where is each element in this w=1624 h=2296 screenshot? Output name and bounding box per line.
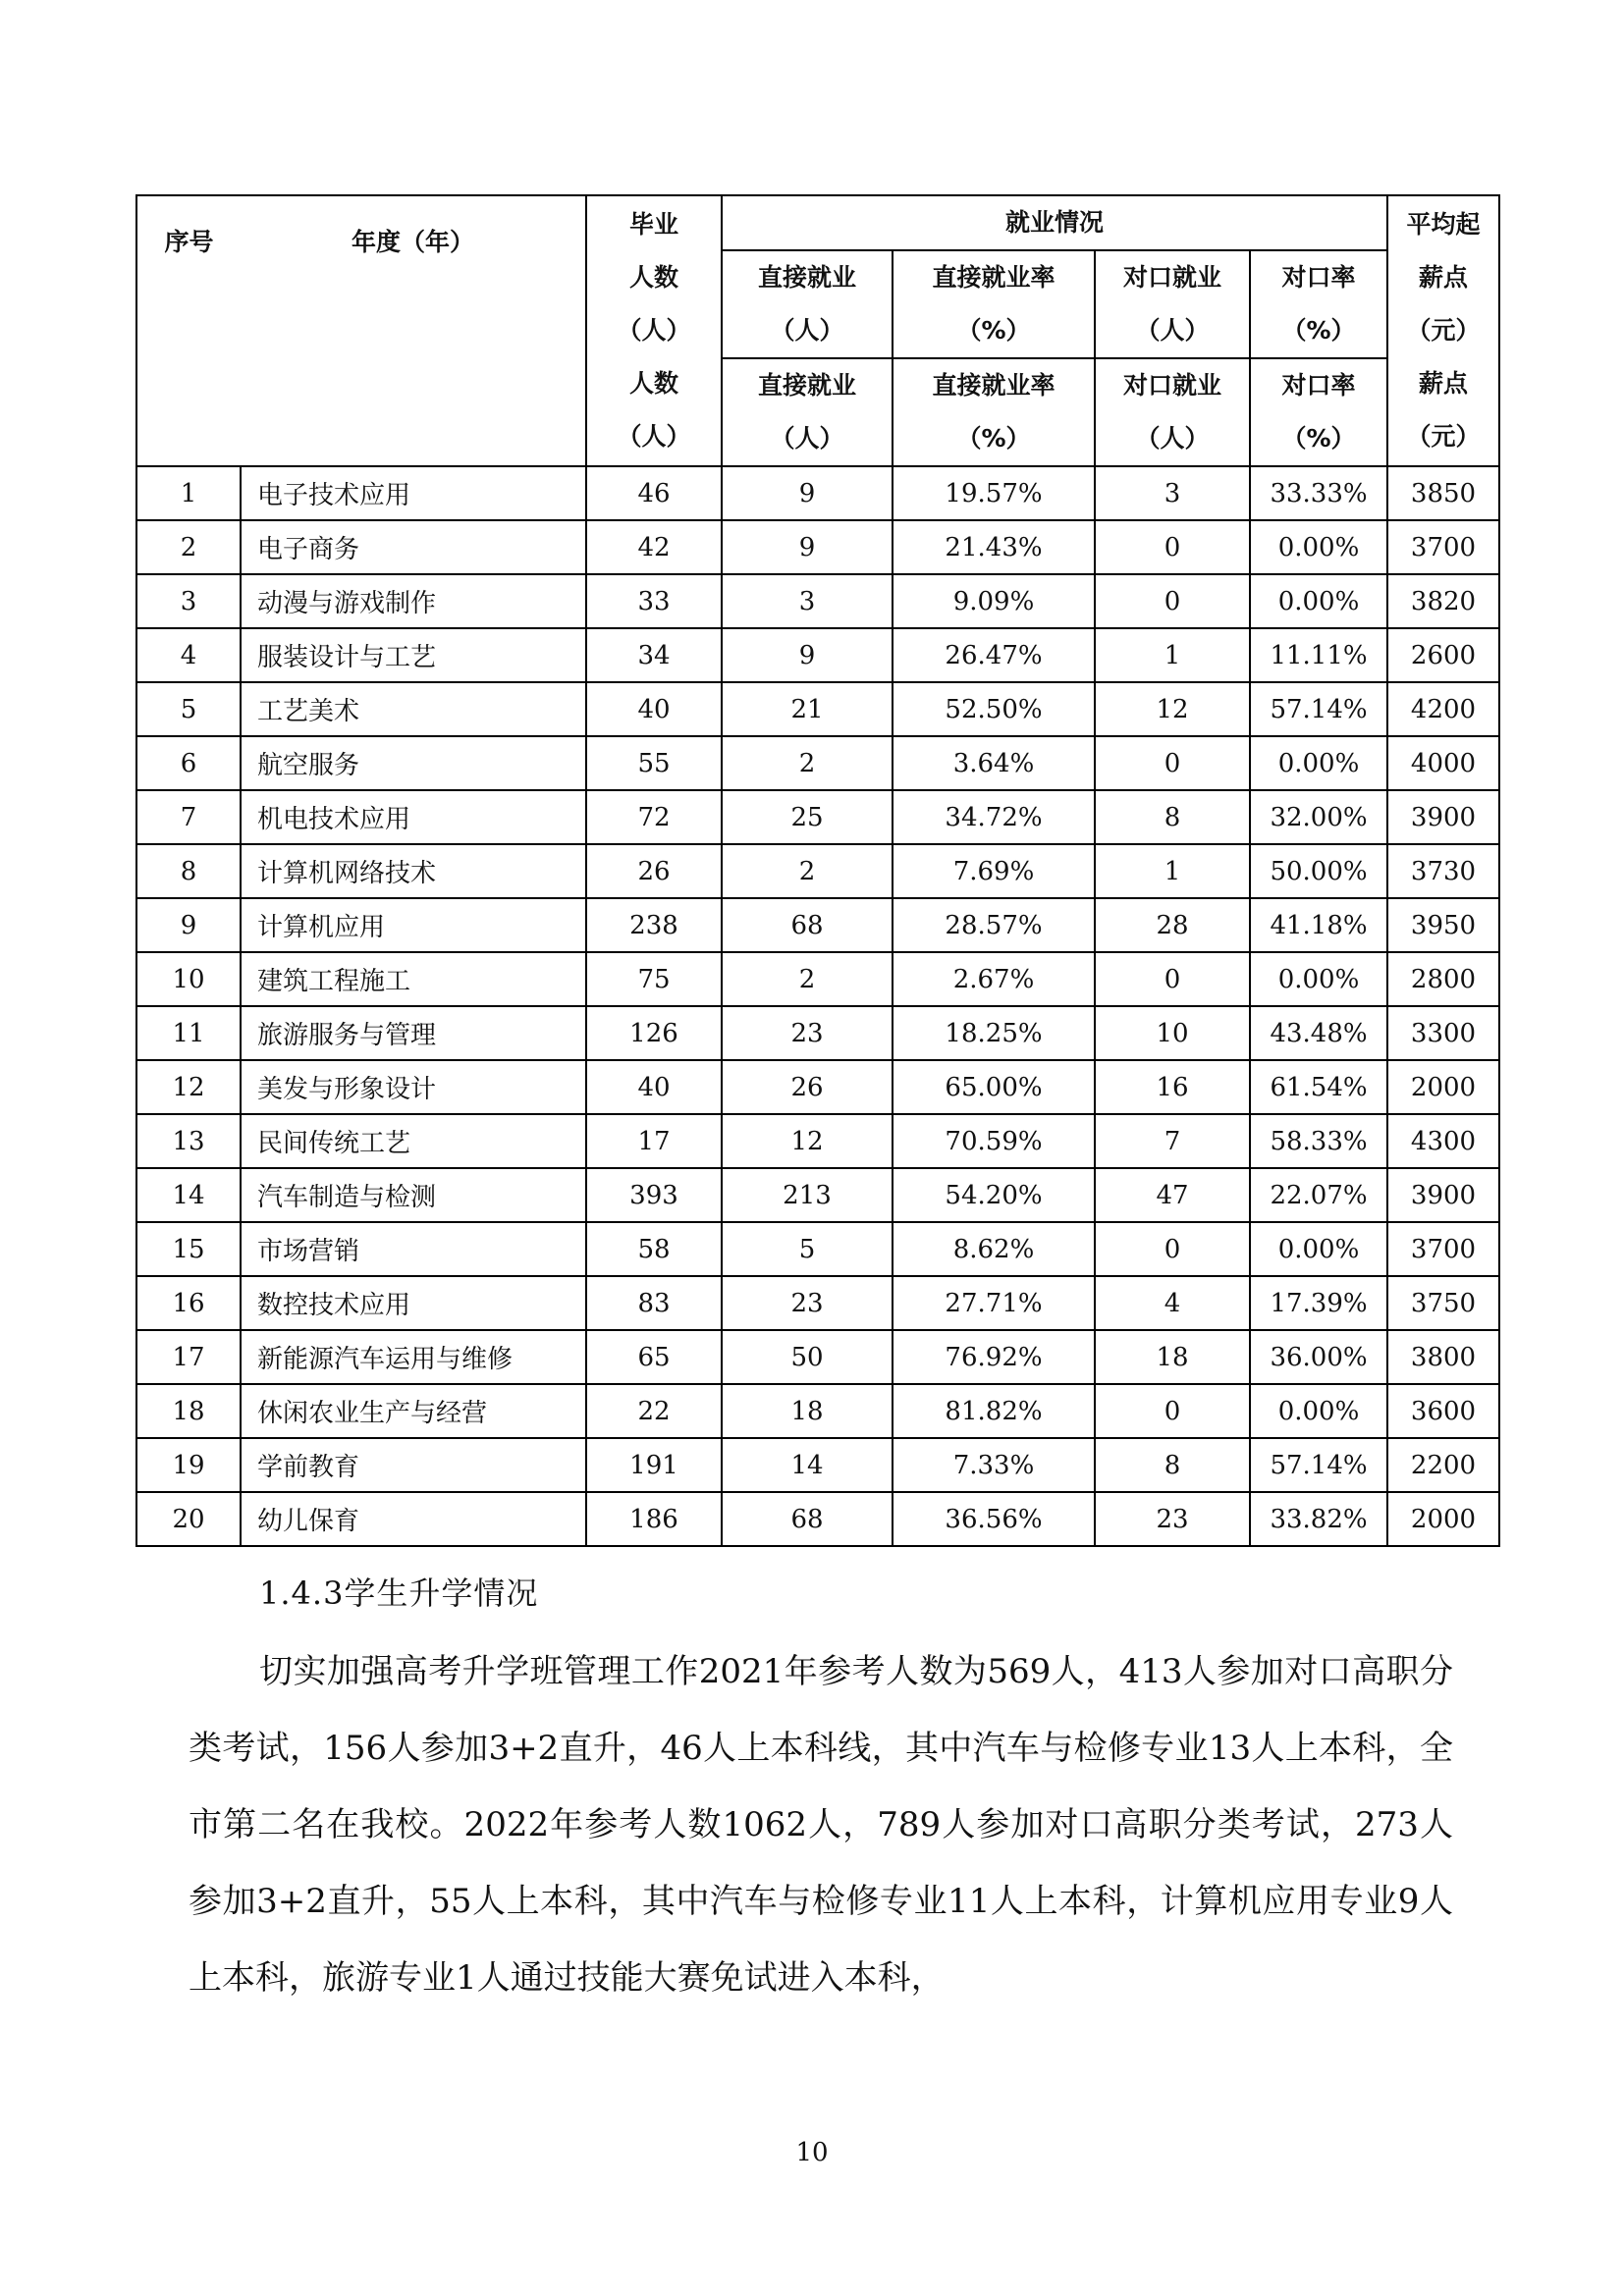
header-match-rate-line2: （%） — [1281, 316, 1356, 345]
header-direct-emp-line2: （人） — [770, 316, 844, 345]
table-row — [136, 1330, 1499, 1384]
cell-salary: 3900 — [1387, 1168, 1499, 1222]
cell-direct-emp: 9 — [722, 628, 893, 682]
cell-direct-emp: 68 — [722, 1492, 893, 1546]
header-match-emp — [1095, 250, 1250, 358]
header-direct-rate — [893, 250, 1095, 358]
cell-salary: 2200 — [1387, 1438, 1499, 1492]
cell-seq: 3 — [136, 574, 241, 628]
cell-direct-emp: 25 — [722, 790, 893, 844]
table-row — [136, 952, 1499, 1006]
header-year-lower — [241, 358, 586, 466]
cell-graduates: 22 — [586, 1384, 722, 1438]
cell-match-emp: 0 — [1095, 1222, 1250, 1276]
cell-seq: 7 — [136, 790, 241, 844]
cell-match-rate: 36.00% — [1250, 1330, 1387, 1384]
cell-match-rate: 33.82% — [1250, 1492, 1387, 1546]
header-salary-line2: 薪点 — [1419, 263, 1469, 292]
cell-direct-emp: 213 — [722, 1168, 893, 1222]
cell-graduates: 42 — [586, 520, 722, 574]
cell-graduates: 191 — [586, 1438, 722, 1492]
cell-major: 航空服务 — [241, 736, 586, 790]
cell-match-emp: 0 — [1095, 574, 1250, 628]
cell-major: 电子商务 — [241, 520, 586, 574]
header-direct-emp-line1: 直接就业 — [757, 263, 856, 292]
cell-direct-emp: 2 — [722, 952, 893, 1006]
cell-match-rate: 58.33% — [1250, 1114, 1387, 1168]
cell-major: 机电技术应用 — [241, 790, 586, 844]
table-row — [136, 1384, 1499, 1438]
header-match-emp-line2: （人） — [1135, 316, 1210, 345]
cell-match-emp: 0 — [1095, 520, 1250, 574]
cell-seq: 17 — [136, 1330, 241, 1384]
table-row — [136, 844, 1499, 898]
cell-major: 计算机网络技术 — [241, 844, 586, 898]
table-row — [136, 1168, 1499, 1222]
header-seq-text: 序号 — [164, 228, 214, 256]
header-salary-line1: 平均起 — [1406, 210, 1481, 239]
table-row — [136, 736, 1499, 790]
cell-graduates: 26 — [586, 844, 722, 898]
header-salary — [1387, 195, 1499, 466]
cell-direct-rate: 70.59% — [893, 1114, 1095, 1168]
cell-seq: 9 — [136, 898, 241, 952]
cell-match-emp: 3 — [1095, 466, 1250, 520]
cell-major: 旅游服务与管理 — [241, 1006, 586, 1060]
cell-graduates: 55 — [586, 736, 722, 790]
header-match-emp-2-line1: 对口就业 — [1122, 371, 1221, 400]
cell-direct-rate: 76.92% — [893, 1330, 1095, 1384]
header-graduates — [586, 195, 722, 466]
cell-direct-rate: 27.71% — [893, 1276, 1095, 1330]
header-graduates-line2: 人数 — [628, 263, 678, 292]
cell-match-rate: 33.33% — [1250, 466, 1387, 520]
cell-salary: 2000 — [1387, 1492, 1499, 1546]
employment-table — [135, 194, 1500, 1547]
cell-major: 电子技术应用 — [241, 466, 586, 520]
cell-match-rate: 41.18% — [1250, 898, 1387, 952]
cell-direct-emp: 2 — [722, 736, 893, 790]
cell-direct-emp: 12 — [722, 1114, 893, 1168]
header-direct-rate-2 — [893, 358, 1095, 466]
table-row — [136, 466, 1499, 520]
cell-salary: 3900 — [1387, 790, 1499, 844]
cell-direct-rate: 26.47% — [893, 628, 1095, 682]
cell-direct-rate: 8.62% — [893, 1222, 1095, 1276]
cell-salary: 4300 — [1387, 1114, 1499, 1168]
cell-graduates: 34 — [586, 628, 722, 682]
cell-match-rate: 0.00% — [1250, 1384, 1387, 1438]
cell-graduates: 65 — [586, 1330, 722, 1384]
table-body — [136, 466, 1499, 1546]
cell-match-rate: 0.00% — [1250, 1222, 1387, 1276]
cell-match-emp: 10 — [1095, 1006, 1250, 1060]
cell-direct-rate: 7.33% — [893, 1438, 1095, 1492]
cell-salary: 2600 — [1387, 628, 1499, 682]
cell-direct-emp: 50 — [722, 1330, 893, 1384]
header-seq — [136, 195, 241, 358]
cell-graduates: 58 — [586, 1222, 722, 1276]
cell-seq: 6 — [136, 736, 241, 790]
header-direct-rate-line1: 直接就业率 — [932, 263, 1056, 292]
header-graduates-line3: （人） — [617, 316, 691, 345]
cell-salary: 3300 — [1387, 1006, 1499, 1060]
table-row — [136, 682, 1499, 736]
table-row — [136, 1006, 1499, 1060]
cell-major: 幼儿保育 — [241, 1492, 586, 1546]
cell-match-emp: 8 — [1095, 1438, 1250, 1492]
cell-direct-rate: 65.00% — [893, 1060, 1095, 1114]
cell-graduates: 83 — [586, 1276, 722, 1330]
cell-major: 汽车制造与检测 — [241, 1168, 586, 1222]
cell-direct-rate: 3.64% — [893, 736, 1095, 790]
cell-match-emp: 1 — [1095, 844, 1250, 898]
cell-direct-rate: 54.20% — [893, 1168, 1095, 1222]
table-row — [136, 1438, 1499, 1492]
header-direct-emp-2-line2: （人） — [770, 424, 844, 453]
cell-seq: 10 — [136, 952, 241, 1006]
table-row — [136, 574, 1499, 628]
cell-direct-emp: 3 — [722, 574, 893, 628]
section-title: 1.4.3学生升学情况 — [259, 1575, 539, 1612]
cell-graduates: 393 — [586, 1168, 722, 1222]
table-row — [136, 898, 1499, 952]
cell-match-rate: 0.00% — [1250, 520, 1387, 574]
cell-match-rate: 11.11% — [1250, 628, 1387, 682]
cell-match-emp: 47 — [1095, 1168, 1250, 1222]
cell-direct-rate: 36.56% — [893, 1492, 1095, 1546]
header-direct-emp-2-line1: 直接就业 — [757, 371, 856, 400]
cell-direct-emp: 68 — [722, 898, 893, 952]
header-salary-line4: 薪点 — [1419, 369, 1469, 398]
cell-match-emp: 7 — [1095, 1114, 1250, 1168]
cell-direct-emp: 21 — [722, 682, 893, 736]
header-year — [241, 195, 586, 358]
cell-direct-rate: 7.69% — [893, 844, 1095, 898]
cell-direct-rate: 9.09% — [893, 574, 1095, 628]
cell-match-rate: 57.14% — [1250, 682, 1387, 736]
cell-salary: 3850 — [1387, 466, 1499, 520]
cell-direct-rate: 81.82% — [893, 1384, 1095, 1438]
cell-major: 学前教育 — [241, 1438, 586, 1492]
cell-match-emp: 18 — [1095, 1330, 1250, 1384]
cell-graduates: 186 — [586, 1492, 722, 1546]
cell-major: 民间传统工艺 — [241, 1114, 586, 1168]
cell-seq: 20 — [136, 1492, 241, 1546]
header-salary-line3: （元） — [1406, 316, 1481, 345]
header-graduates-line5: （人） — [617, 422, 691, 451]
cell-seq: 12 — [136, 1060, 241, 1114]
header-match-rate-2-line1: 对口率 — [1281, 371, 1356, 400]
cell-match-rate: 22.07% — [1250, 1168, 1387, 1222]
cell-major: 数控技术应用 — [241, 1276, 586, 1330]
header-graduates-line4: 人数 — [628, 369, 678, 398]
cell-match-emp: 1 — [1095, 628, 1250, 682]
cell-direct-emp: 23 — [722, 1006, 893, 1060]
cell-seq: 18 — [136, 1384, 241, 1438]
cell-seq: 14 — [136, 1168, 241, 1222]
cell-seq: 16 — [136, 1276, 241, 1330]
cell-salary: 3700 — [1387, 1222, 1499, 1276]
header-employment — [722, 195, 1387, 250]
cell-direct-emp: 14 — [722, 1438, 893, 1492]
table-row — [136, 628, 1499, 682]
cell-direct-rate: 21.43% — [893, 520, 1095, 574]
header-direct-rate-2-line1: 直接就业率 — [932, 371, 1056, 400]
cell-direct-emp: 9 — [722, 466, 893, 520]
cell-graduates: 33 — [586, 574, 722, 628]
cell-salary: 4200 — [1387, 682, 1499, 736]
cell-graduates: 75 — [586, 952, 722, 1006]
table-row — [136, 1492, 1499, 1546]
cell-match-emp: 0 — [1095, 952, 1250, 1006]
cell-seq: 13 — [136, 1114, 241, 1168]
cell-salary: 2000 — [1387, 1060, 1499, 1114]
cell-seq: 11 — [136, 1006, 241, 1060]
cell-major: 市场营销 — [241, 1222, 586, 1276]
header-graduates-line1: 毕业 — [628, 210, 678, 239]
cell-seq: 1 — [136, 466, 241, 520]
table-row — [136, 1060, 1499, 1114]
cell-salary: 3820 — [1387, 574, 1499, 628]
cell-match-rate: 61.54% — [1250, 1060, 1387, 1114]
cell-direct-rate: 28.57% — [893, 898, 1095, 952]
cell-graduates: 238 — [586, 898, 722, 952]
cell-direct-emp: 26 — [722, 1060, 893, 1114]
cell-direct-emp: 9 — [722, 520, 893, 574]
cell-major: 动漫与游戏制作 — [241, 574, 586, 628]
header-match-rate-line1: 对口率 — [1281, 263, 1356, 292]
cell-graduates: 126 — [586, 1006, 722, 1060]
cell-major: 建筑工程施工 — [241, 952, 586, 1006]
cell-direct-rate: 34.72% — [893, 790, 1095, 844]
cell-match-rate: 0.00% — [1250, 736, 1387, 790]
cell-seq: 8 — [136, 844, 241, 898]
cell-salary: 3700 — [1387, 520, 1499, 574]
cell-match-emp: 23 — [1095, 1492, 1250, 1546]
cell-salary: 3750 — [1387, 1276, 1499, 1330]
cell-match-emp: 12 — [1095, 682, 1250, 736]
cell-direct-rate: 18.25% — [893, 1006, 1095, 1060]
cell-graduates: 40 — [586, 1060, 722, 1114]
cell-match-emp: 16 — [1095, 1060, 1250, 1114]
cell-salary: 3800 — [1387, 1330, 1499, 1384]
cell-direct-emp: 5 — [722, 1222, 893, 1276]
cell-match-emp: 28 — [1095, 898, 1250, 952]
header-direct-emp-2 — [722, 358, 893, 466]
header-direct-emp — [722, 250, 893, 358]
cell-direct-rate: 19.57% — [893, 466, 1095, 520]
cell-seq: 4 — [136, 628, 241, 682]
table-row — [136, 1114, 1499, 1168]
cell-major: 新能源汽车运用与维修 — [241, 1330, 586, 1384]
cell-graduates: 72 — [586, 790, 722, 844]
cell-graduates: 17 — [586, 1114, 722, 1168]
cell-direct-rate: 52.50% — [893, 682, 1095, 736]
header-match-emp-2 — [1095, 358, 1250, 466]
cell-match-rate: 50.00% — [1250, 844, 1387, 898]
cell-major: 工艺美术 — [241, 682, 586, 736]
cell-match-emp: 0 — [1095, 736, 1250, 790]
cell-salary: 2800 — [1387, 952, 1499, 1006]
cell-major: 休闲农业生产与经营 — [241, 1384, 586, 1438]
body-paragraph: 切实加强高考升学班管理工作2021年参考人数为569人，413人参加对口高职分类考试，156人参加3+2直升，46人上本科线，其中汽车与检修专业13人上本科，全市第二名在我校。2022年参考人数1062人，789人参加对口高职分类考试，273人参加3+2直升，55人上本科，其中汽车与检修专业11人上本科，计算机应用专业9人上本科，旅游专业1人通过技能大赛免试进入本科， — [189, 1652, 1453, 1998]
cell-direct-emp: 18 — [722, 1384, 893, 1438]
header-employment-text: 就业情况 — [1005, 208, 1105, 237]
header-match-emp-2-line2: （人） — [1135, 424, 1210, 453]
table-row — [136, 790, 1499, 844]
cell-salary: 3950 — [1387, 898, 1499, 952]
cell-match-rate: 43.48% — [1250, 1006, 1387, 1060]
cell-match-rate: 0.00% — [1250, 574, 1387, 628]
header-salary-line5: （元） — [1406, 422, 1481, 451]
header-match-rate-2 — [1250, 358, 1387, 466]
cell-direct-emp: 23 — [722, 1276, 893, 1330]
cell-seq: 19 — [136, 1438, 241, 1492]
cell-match-rate: 0.00% — [1250, 952, 1387, 1006]
cell-graduates: 46 — [586, 466, 722, 520]
cell-direct-emp: 2 — [722, 844, 893, 898]
cell-seq: 5 — [136, 682, 241, 736]
cell-seq: 15 — [136, 1222, 241, 1276]
cell-salary: 4000 — [1387, 736, 1499, 790]
cell-match-emp: 4 — [1095, 1276, 1250, 1330]
cell-match-rate: 17.39% — [1250, 1276, 1387, 1330]
cell-direct-rate: 2.67% — [893, 952, 1095, 1006]
header-year-text: 年度（年） — [351, 228, 474, 256]
cell-match-emp: 0 — [1095, 1384, 1250, 1438]
header-match-rate — [1250, 250, 1387, 358]
cell-major: 计算机应用 — [241, 898, 586, 952]
cell-match-emp: 8 — [1095, 790, 1250, 844]
header-match-emp-line1: 对口就业 — [1122, 263, 1221, 292]
cell-salary: 3730 — [1387, 844, 1499, 898]
table-row — [136, 520, 1499, 574]
header-direct-rate-line2: （%） — [956, 316, 1031, 345]
table-row — [136, 1222, 1499, 1276]
table-row — [136, 1276, 1499, 1330]
header-match-rate-2-line2: （%） — [1281, 424, 1356, 453]
cell-seq: 2 — [136, 520, 241, 574]
cell-match-rate: 57.14% — [1250, 1438, 1387, 1492]
cell-salary: 3600 — [1387, 1384, 1499, 1438]
cell-major: 服装设计与工艺 — [241, 628, 586, 682]
header-seq-lower — [136, 358, 241, 466]
cell-graduates: 40 — [586, 682, 722, 736]
cell-major: 美发与形象设计 — [241, 1060, 586, 1114]
cell-match-rate: 32.00% — [1250, 790, 1387, 844]
header-direct-rate-2-line2: （%） — [956, 424, 1031, 453]
page-number: 10 — [795, 2138, 829, 2167]
